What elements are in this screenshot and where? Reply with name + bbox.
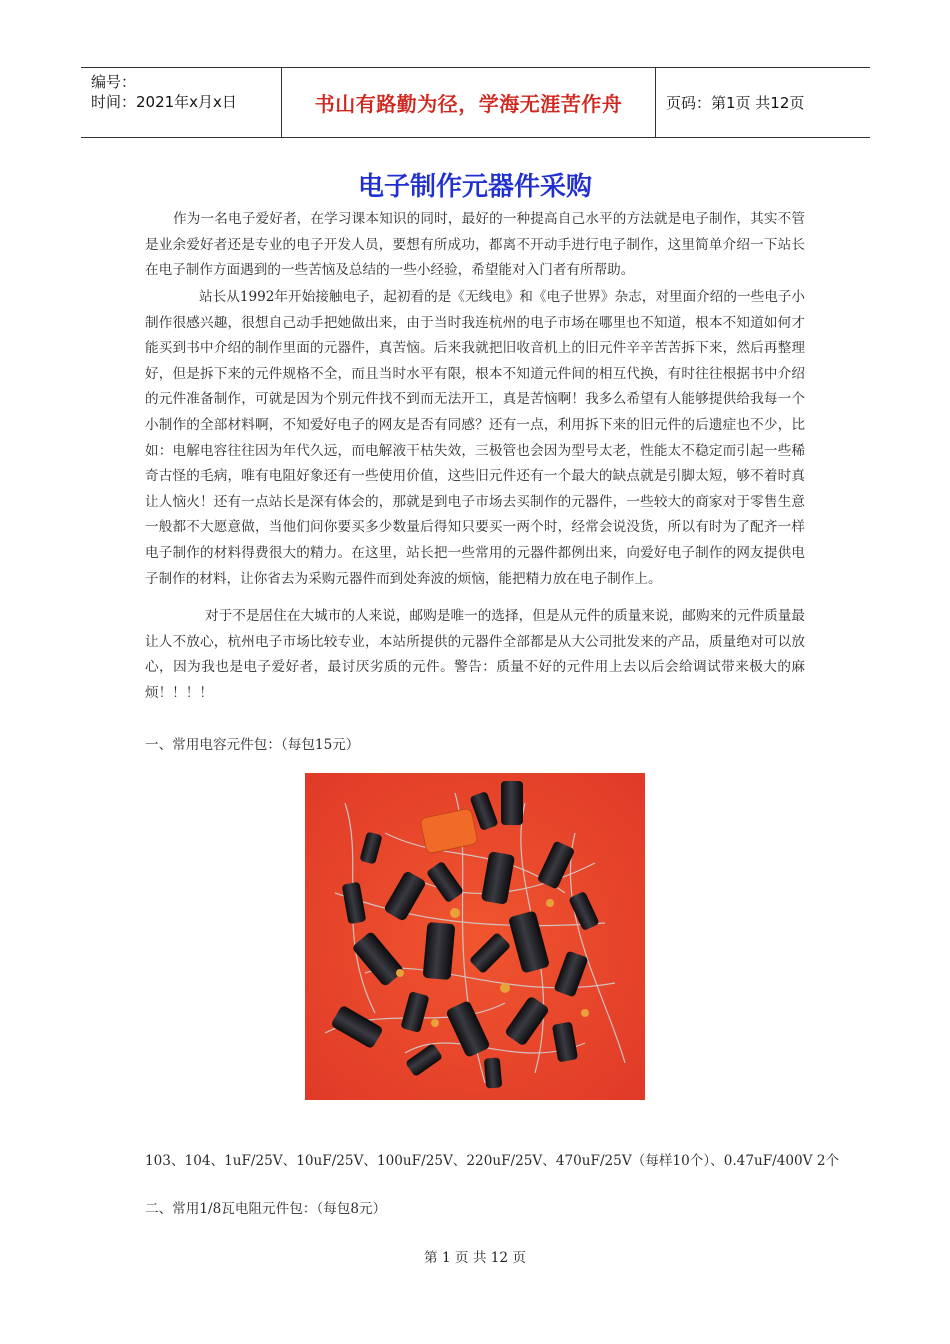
number-label: 编号： <box>91 73 137 91</box>
page-info: 页码：第1页 共12页 <box>666 94 805 112</box>
document-title: 电子制作元器件采购 <box>357 172 592 202</box>
header-table <box>81 67 870 138</box>
header-meta-cell <box>81 68 282 137</box>
time-label: 时间：2021年x月x日 <box>91 93 237 111</box>
capacitor-pack-photo <box>305 773 645 1100</box>
section1-heading: 一、常用电容元件包：（每包15元） <box>145 737 360 753</box>
section1-spec: 103、104、1uF/25V、10uF/25V、100uF/25V、220uF/25V、470uF/25V（每样10个）、0.47uF/400V 2个 <box>145 1153 840 1169</box>
section2-heading: 二、常用1/8瓦电阻元件包：（每包8元） <box>145 1201 387 1217</box>
paragraph-mail-order: 对于不是居住在大城市的人来说，邮购是唯一的选择，但是从元件的质量来说，邮购来的元件质量最让人不放心，杭州电子市场比较专业，本站所提供的元器件全部都是从大公司批发来的产品，质量绝对可以放心，因为我也是电子爱好者，最讨厌劣质的元件。警告：质量不好的元件用上去以后会给调试带来极大的麻烦！！！！ <box>145 608 805 701</box>
motto: 书山有路勤为径，学海无涯苦作舟 <box>282 68 656 137</box>
paragraph-intro: 作为一名电子爱好者，在学习课本知识的同时，最好的一种提高自己水平的方法就是电子制作，其实不管是业余爱好者还是专业的电子开发人员，要想有所成功，都离不开动手进行电子制作，这里简单介绍一下站长在电子制作方面遇到的一些苦恼及总结的一些小经验，希望能对入门者有所帮助。 <box>145 211 805 279</box>
paragraph-story: 站长从1992年开始接触电子，起初看的是《无线电》和《电子世界》杂志，对里面介绍的一些电子小制作很感兴趣，很想自己动手把她做出来，由于当时我连杭州的电子市场在哪里也不知道，根本不知道如何才能买到书中介绍的制作里面的元器件，真苦恼。后来我就把旧收音机上的旧元件辛辛苦苦拆下来，然后再整理好，但是拆下来的元件规格不全，而且当时水平有限，根本不知道元件间的相互代换，有时往往根据书中介绍的元件准备制作，可就是因为个别元件找不到而无法开工，真是苦恼啊！我多么希望有人能够提供给我每一个小制作的全部材料啊，不知爱好电子的网友是否有同感？还有一点，利用拆下来的旧元件的后遗症也不少，比如：电解电容往往因为年代久远，而电解液干枯失效，三极管也会因为型号太老，性能太不稳定而引起一些稀奇古怪的毛病，唯有电阻好象还有一些使用价值，这些旧元件还有一个最大的缺点就是引脚太短，够不着时真让人恼火！还有一点站长是深有体会的，那就是到电子市场去买制作的元器件，一些较大的商家对于零售生意一般都不大愿意做，当他们问你要买多少数量后得知只要买一两个时，经常会说没货，所以有时为了配齐一样电子制作的材料得费很大的精力。在这里，站长把一些常用的元器件都例出来，向爱好电子制作的网友提供电子制作的材料，让你省去为采购元器件而到处奔波的烦恼，能把精力放在电子制作上。 <box>145 289 805 587</box>
page-footer: 第 1 页 共 12 页 <box>424 1250 526 1266</box>
